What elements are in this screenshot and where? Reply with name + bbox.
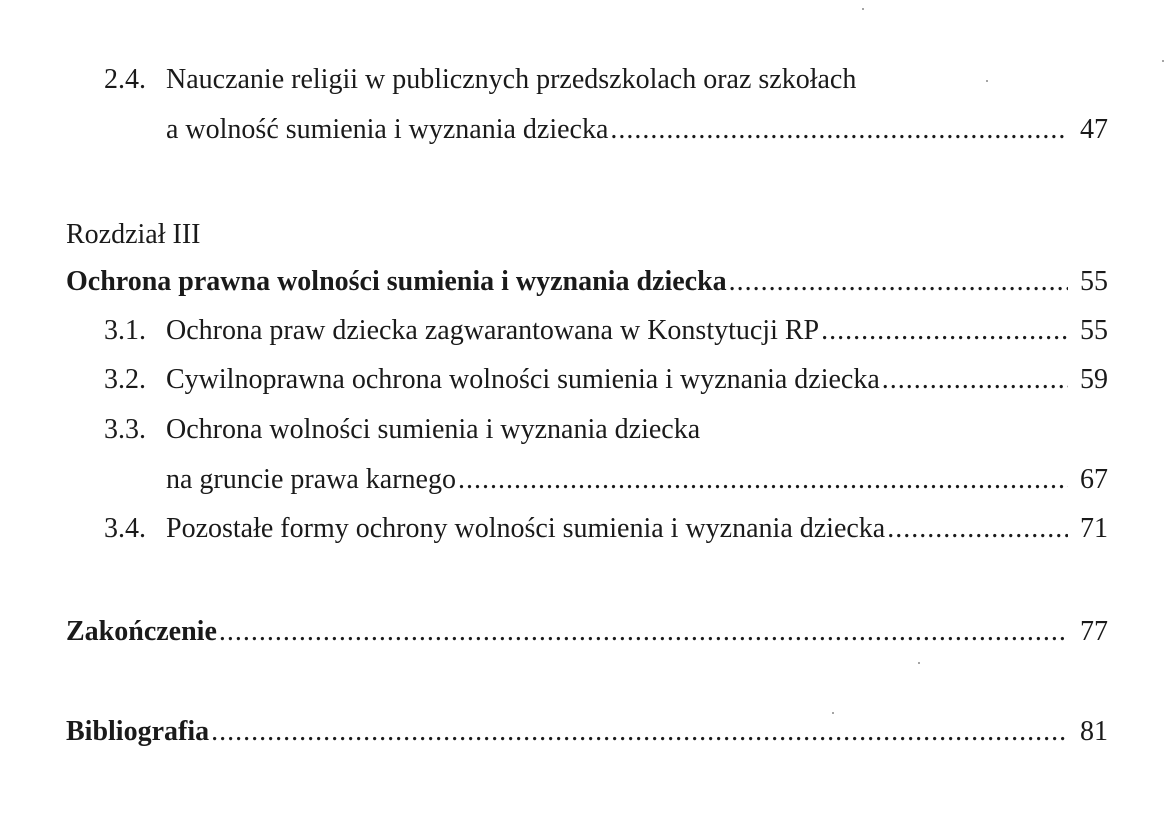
dot-leader bbox=[458, 460, 1068, 500]
toc-entry-3-4 bbox=[0, 509, 1174, 549]
chapter-label bbox=[0, 215, 1174, 255]
dot-leader bbox=[610, 110, 1068, 150]
entry-title: Cywilnoprawna ochrona wolności sumienia i wyznania dziecka bbox=[166, 364, 880, 395]
entry-number: 3.4. bbox=[104, 513, 146, 544]
toc-entry-3-3-cont bbox=[0, 460, 1174, 500]
page-number: 67 bbox=[1080, 464, 1108, 495]
entry-number: 2.4. bbox=[104, 64, 146, 95]
toc-entry-conclusion bbox=[0, 612, 1174, 652]
page-number: 47 bbox=[1080, 114, 1108, 145]
entry-number: 3.1. bbox=[104, 315, 146, 346]
toc-entry-3-1 bbox=[0, 311, 1174, 351]
page-number: 71 bbox=[1080, 513, 1108, 544]
toc-entry-3-3 bbox=[0, 410, 1174, 450]
dot-leader bbox=[211, 712, 1068, 752]
dot-leader bbox=[882, 360, 1068, 400]
page-number: 55 bbox=[1080, 266, 1108, 297]
entry-title: Ochrona praw dziecka zagwarantowana w Konstytucji RP bbox=[166, 315, 820, 346]
toc-entry-3-2 bbox=[0, 360, 1174, 400]
dot-leader bbox=[219, 612, 1068, 652]
toc-entry-2-4 bbox=[0, 60, 1174, 100]
scan-speck bbox=[832, 712, 834, 714]
page-number: 77 bbox=[1080, 616, 1108, 647]
scan-speck bbox=[986, 80, 988, 82]
entry-title: Pozostałe formy ochrony wolności sumienia i wyznania dziecka bbox=[166, 513, 886, 544]
entry-title-line2: na gruncie prawa karnego bbox=[166, 464, 456, 495]
scan-speck bbox=[918, 662, 920, 664]
conclusion-title: Zakończenie bbox=[66, 616, 217, 647]
bibliography-title: Bibliografia bbox=[66, 716, 210, 747]
page-number: 59 bbox=[1080, 364, 1108, 395]
entry-number: 3.2. bbox=[104, 364, 146, 395]
scan-speck bbox=[1162, 60, 1164, 62]
toc-entry-chapter-3 bbox=[0, 262, 1174, 302]
entry-number: 3.3. bbox=[104, 414, 146, 445]
entry-title-line1: Ochrona wolności sumienia i wyznania dziecka bbox=[166, 414, 701, 445]
page-number: 55 bbox=[1080, 315, 1108, 346]
dot-leader bbox=[887, 509, 1068, 549]
entry-title-line2: a wolność sumienia i wyznania dziecka bbox=[166, 114, 609, 145]
scan-speck bbox=[862, 8, 864, 10]
dot-leader bbox=[821, 311, 1068, 351]
page-number: 81 bbox=[1080, 716, 1108, 747]
toc-entry-2-4-cont bbox=[0, 110, 1174, 150]
chapter-title: Ochrona prawna wolności sumienia i wyznania dziecka bbox=[66, 266, 727, 297]
toc-entry-bibliography bbox=[0, 712, 1174, 752]
dot-leader bbox=[729, 262, 1068, 302]
chapter-number: Rozdział III bbox=[66, 219, 201, 250]
entry-title-line1: Nauczanie religii w publicznych przedszkolach oraz szkołach bbox=[166, 64, 857, 95]
